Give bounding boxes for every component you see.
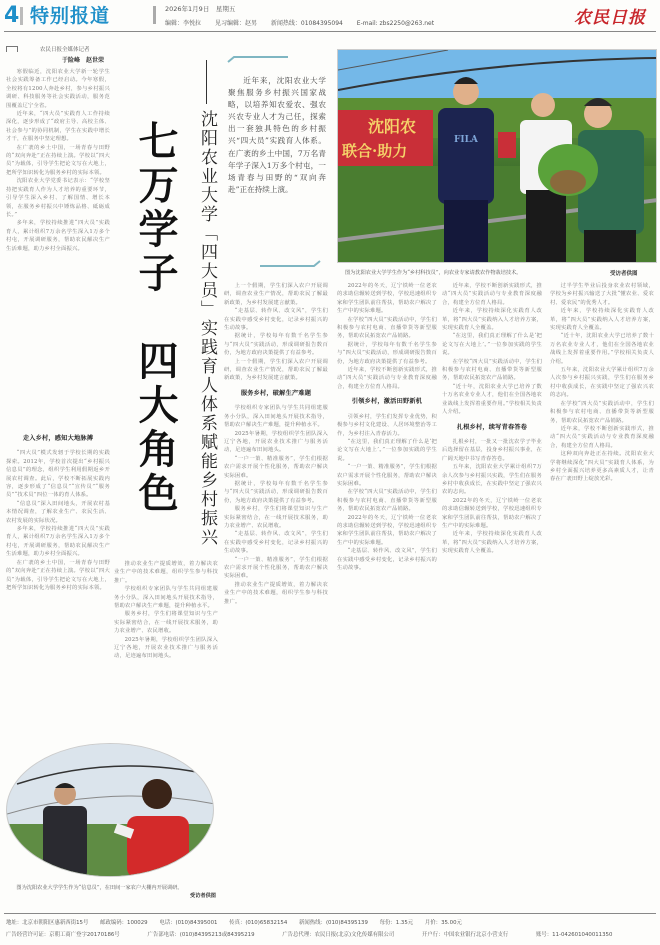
masthead-rule <box>4 31 656 32</box>
paragraph: 五年来，沈阳农业大学累计组织7万余人次参与乡村振兴实践，学生们在服务乡村中收获成长，在实践中坚定了强农兴农的志向。 <box>550 367 654 399</box>
svg-text:联合·助力: 联合·助力 <box>342 142 408 160</box>
subhead-2: 服务乡村，破解生产难题 <box>240 389 312 397</box>
lead-paragraph: 近年来，沈阳农业大学聚焦服务乡村振兴国家战略，以培养知农爱农、强农兴农专业人才为己任，探索出一套独具特色的乡村振兴“四大员”实践育人体系。在广袤的乡土中国，7万名青年学子深入1万多个村屯，一场青春与田野的“双向奔赴”正在持续上演。 <box>228 76 326 194</box>
bottom-oval-photo <box>6 743 214 877</box>
editor: 编辑：李悦拉 <box>165 20 202 27</box>
news-hotline: 新闻热线：01084395094 <box>270 20 343 27</box>
paragraph: 近年来，学校不断创新实践形式，推动“四大员”实践活动与专业教育深度融合，构建全方位育人格局。 <box>442 283 542 306</box>
decorative-bracket-icon <box>226 55 290 63</box>
paragraph: “走基层、转作风、改文风”，学生们在实践中感受乡村变化，记录乡村振兴的生动故事。 <box>224 531 328 555</box>
paragraph: 据统计，学校每年有数千名学生参与“四大员”实践活动，形成调研报告数百份，为地方政府决策提供了有益参考。 <box>224 333 328 357</box>
paragraph: 学校组织专家团队与学生共同组建服务小分队，深入田间地头开展技术指导，帮助农户解决生产难题，提升种植水平。 <box>224 405 328 429</box>
subhead-4: 扎根乡村，续写青春答卷 <box>456 423 528 431</box>
paragraph: 据统计，学校每年有数千名学生参与“四大员”实践活动，形成调研报告数百份，为地方政府决策提供了有益参考。 <box>337 341 437 365</box>
paragraph: “一户一策、精准服务”，学生们根据农户需求开展个性化服务，帮助农户解决实际困难。 <box>337 464 437 487</box>
footer-address: 地址：北京市朝阳区惠新西街15号 <box>6 920 89 926</box>
byline-affiliation: 农民日报全媒体记者 <box>40 47 90 53</box>
paragraph: 2022年的冬天，辽宁铁岭一位老农的求助信辗转送到学校，学校迅速组织专家和学生团队前往帮扶，帮助农户解决了生产中的实际难题。 <box>337 514 437 546</box>
paragraph: 据统计，学校每年有数千名学生参与“四大员”实践活动，形成调研报告数百份，为地方政府决策提供了有益参考。 <box>224 480 328 504</box>
paragraph: “走基层、转作风、改文风”，学生们在实践中感受乡村变化，记录乡村振兴的生动故事。 <box>224 308 328 332</box>
article-column-1 <box>6 68 110 430</box>
article-column-4 <box>337 282 437 902</box>
byline-bracket-icon <box>6 46 18 52</box>
paragraph: 近年来，学校持续深化实践育人改革，将“四大员”实践纳入人才培养方案，实现实践育人全覆盖。 <box>550 308 654 332</box>
paragraph: 寒假临近，沈阳农业大学新一轮学生社会实践筹备工作已经启动。今年寒假，全校将有1200人奔赴乡村，参与乡村振兴调研、科技服务等社会实践活动，服务范围覆盖辽宁全省。 <box>6 69 110 109</box>
intern-editor: 见习编辑：赵男 <box>214 20 257 27</box>
paragraph: 学校组织专家团队与学生共同组建服务小分队，深入田间地头开展技术指导，帮助农户解决生产难题，提升种植水平。 <box>114 586 218 610</box>
paragraph: 推动农业生产提质增效，着力解决农业生产中的技术难题，组织学生参与科技推广。 <box>224 581 328 605</box>
article-column-3 <box>224 282 328 902</box>
page-number: 4 <box>4 3 20 28</box>
paragraph: “近十年，沈阳农业大学已培养了数十万名农业专业人才，他们在全国各地农业战线上发挥着重要作用。”学校相关负责人介绍。 <box>550 333 654 365</box>
footer-price-month: 月价：35.00元 <box>424 920 462 926</box>
oval-photo-caption <box>6 884 216 900</box>
oval-photo-credit: 受访者供图 <box>190 893 216 899</box>
paragraph: 在学校“四大员”实践活动中，学生们积极参与农村电商、直播带货等新型服务，帮助农民拓宽农产品销路。 <box>337 489 437 513</box>
paragraph: 服务乡村，学生们将课堂知识与生产实际紧密结合，在一线开展技术服务，助力农业增产、农民增收。 <box>114 611 218 635</box>
top-photo-credit: 受访者供图 <box>610 271 638 277</box>
paragraph: 上一个假期，学生们深入农户开展调研，调查农业生产情况，帮助农民了解最新政策，为乡村发展建言献策。 <box>224 358 328 382</box>
footer-ad-license: 广告经营许可证：京朝工商广登字20170186号 <box>6 932 120 938</box>
article-column-6 <box>550 282 654 902</box>
paragraph: 上一个假期，学生们深入农户开展调研，调查农业生产情况，帮助农民了解最新政策，为乡村发展建言献策。 <box>224 283 328 306</box>
newspaper-logo: 农民日报 <box>574 8 646 28</box>
masthead-divider <box>20 7 23 25</box>
meta-divider <box>153 6 156 24</box>
article-column-5 <box>442 282 542 902</box>
footer-contact-line <box>6 918 472 926</box>
footer-ad-agent: 广告总代理：农民日报(北京)文化传媒有限公司 <box>282 932 395 938</box>
paragraph: “在这里，我们真正理解了什么是‘把论文写在大地上’。”一位参加实践的学生说。 <box>337 438 437 462</box>
email: E-mail: zbs2250@263.net <box>356 20 435 27</box>
paragraph: 在学校“四大员”实践活动中，学生们积极参与农村电商、直播带货等新型服务，帮助农民拓宽农产品销路。 <box>550 400 654 424</box>
paragraph: 近年来，学校持续深化实践育人改革，将“四大员”实践纳入人才培养方案，实现实践育人全覆盖。 <box>442 308 542 332</box>
paragraph: 近年来，学校持续深化实践育人改革，将“四大员”实践纳入人才培养方案，实现实践育人全覆盖。 <box>442 531 542 555</box>
paragraph: 近年来，学校不断创新实践形式，推动“四大员”实践活动与专业教育深度融合，构建全方位育人格局。 <box>337 367 437 390</box>
issue-date: 2026年1月9日 星期五 <box>165 5 236 13</box>
paragraph: 在学校“四大员”实践活动中，学生们积极参与农村电商、直播带货等新型服务，帮助农民拓宽农产品销路。 <box>337 316 437 340</box>
paragraph: “近十年，沈阳农业大学已培养了数十万名农业专业人才，他们在全国各地农业战线上发挥着重要作用。”学校相关负责人介绍。 <box>442 383 542 416</box>
paragraph: 沈阳农业大学党委书记表示：“学校坚持把实践育人作为人才培养的重要环节，引导学生深入乡村、了解国情、增长本领，在服务乡村振兴中锤炼品格、砥砺成长。” <box>6 178 110 218</box>
paragraph: 2025年暑期，学校组织学生团队深入辽宁各地，开展农业技术推广与服务活动，足迹遍布田间地头。 <box>224 430 328 454</box>
footer-fax: 传真：(010)65832154 <box>229 920 288 926</box>
article-column-1b <box>6 428 110 738</box>
paragraph: 过半学生毕业后投身农业农村领域，学校为乡村振兴输送了大批“懂农业、爱农村、爱农民”的优秀人才。 <box>550 283 654 306</box>
paragraph: “一户一策、精准服务”，学生们根据农户需求开展个性化服务，帮助农户解决实际困难。 <box>224 556 328 580</box>
footer-phone: 电话：(010)84395001 <box>159 920 218 926</box>
svg-text:沈阳农: 沈阳农 <box>368 117 417 136</box>
paragraph: 2022年的冬天，辽宁铁岭一位老农的求助信辗转送到学校，学校迅速组织专家和学生团队前往帮扶，帮助农户解决了生产中的实际难题。 <box>442 497 542 529</box>
paragraph: 在广袤的乡土中国，一场青春与田野的“双向奔赴”正在持续上演。学校以“四大员”为载体，引导学生把论文写在大地上，把所学知识转化为服务乡村的实际本领。 <box>6 559 110 591</box>
editor-line <box>165 18 446 27</box>
footer-rule <box>4 913 656 914</box>
headline-subtitle: 沈阳农业大学「四大员」实践育人体系赋能乡村振兴 <box>197 110 217 547</box>
paragraph: 引领乡村，学生们发挥专业优势，积极参与乡村文化建设、人居环境整治等工作，为乡村注入青春活力。 <box>337 413 437 437</box>
paragraph: “四大员”模式发轫于学校长期的实践探索。2012年，学校首次提出“乡村振兴信息员”的理念，组织学生利用假期返乡开展农村调查。此后，学校不断拓展实践内容，逐步形成了“信息员”“宣传员”“服务员”“技术员”四位一体的育人体系。 <box>6 450 110 499</box>
svg-text:FILA: FILA <box>454 135 478 145</box>
top-photo <box>337 49 657 263</box>
section-title: 特别报道 <box>30 5 111 27</box>
footer-ad-line <box>6 930 638 938</box>
paragraph: 扎根乡村，一批又一批沈农学子毕业后选择留在基层，投身乡村振兴事业，在广阔天地中书写青春答卷。 <box>442 438 542 462</box>
paragraph: 近年来，学校不断创新实践形式，推动“四大员”实践活动与专业教育深度融合，构建全方位育人格局。 <box>550 425 654 449</box>
photo-illustration <box>7 744 214 877</box>
masthead <box>0 0 660 32</box>
decorative-bracket-icon <box>258 260 322 268</box>
paragraph: 推动农业生产提质增效，着力解决农业生产中的技术难题，组织学生参与科技推广。 <box>114 561 218 584</box>
subhead-1: 走入乡村，感知大地脉搏 <box>22 435 94 442</box>
byline-authors: 于险峰 赵世荣 <box>62 57 105 64</box>
top-photo-caption: 图为沈阳农业大学学生作为“乡村科技员”，向农业专家请教农作物栽培技术。 <box>345 270 522 276</box>
footer-ad-phone: 广告部电话：(010)84395213或84395219 <box>147 932 255 938</box>
paragraph: 多年来，学校持续推进“四大员”实践育人，累计组织7万余名学生深入1万多个村屯，开展调研服务，帮助农民解决生产生活难题，助力乡村全面振兴。 <box>6 220 110 252</box>
footer-price-single: 每份：1.35元 <box>379 920 414 926</box>
article-column-2 <box>114 560 218 738</box>
paragraph: 服务乡村，学生们将课堂知识与生产实际紧密结合，在一线开展技术服务，助力农业增产、农民增收。 <box>224 506 328 529</box>
paragraph: 多年来，学校持续推进“四大员”实践育人，累计组织7万余名学生深入1万多个村屯，开展调研服务，帮助农民解决生产生活难题，助力乡村全面振兴。 <box>6 526 110 558</box>
footer-bank: 开户行：中国农业银行北京小营支行 <box>422 932 509 938</box>
paragraph: 2025年暑期，学校组织学生团队深入辽宁各地，开展农业技术推广与服务活动，足迹遍布田间地头。 <box>114 636 218 660</box>
paragraph: 这种双向奔赴正在持续。沈阳农业大学将继续深化“四大员”实践育人体系，为乡村全面振兴培养更多高素质人才，让青春在广袤田野上绽放光彩。 <box>550 451 654 483</box>
footer-postcode: 邮政编码：100029 <box>100 920 148 926</box>
paragraph: “一户一策、精准服务”，学生们根据农户需求开展个性化服务，帮助农户解决实际困难。 <box>224 455 328 479</box>
subhead-3: 引领乡村，激活田野新机 <box>351 398 423 406</box>
paragraph: 在广袤的乡土中国，一场青春与田野的“双向奔赴”正在持续上演。学校以“四大员”为载体，引导学生把论文写在大地上，把所学知识转化为服务乡村的实际本领。 <box>6 144 110 176</box>
footer-account: 账号：11-042601040011350 <box>535 932 613 938</box>
paragraph: “在这里，我们真正理解了什么是‘把论文写在大地上’。”一位参加实践的学生说。 <box>442 333 542 357</box>
paragraph: “信息员”深入田间地头，开展农村基本情况调查，了解农业生产、农民生活、农村发展的实际状况。 <box>6 500 110 524</box>
paragraph: 在学校“四大员”实践活动中，学生们积极参与农村电商、直播带货等新型服务，帮助农民拓宽农产品销路。 <box>442 358 542 382</box>
paragraph: “走基层、转作风、改文风”，学生们在实践中感受乡村变化，记录乡村振兴的生动故事。 <box>337 548 437 571</box>
footer-hotline: 新闻热线：(010)84395139 <box>298 920 368 926</box>
paragraph: 2022年的冬天，辽宁铁岭一位老农的求助信辗转送到学校，学校迅速组织专家和学生团队前往帮扶，帮助农户解决了生产中的实际难题。 <box>337 283 437 315</box>
paragraph: 近年来，“四大员”实践育人工作持续深化，逐步形成了“政府主导、高校主体、社会参与”的协同机制，学生在实践中增长才干，在服务中坚定理想。 <box>6 111 110 143</box>
paragraph: 五年来，沈阳农业大学累计组织7万余人次参与乡村振兴实践，学生们在服务乡村中收获成长，在实践中坚定了强农兴农的志向。 <box>442 464 542 496</box>
headline-main: 七万学子 四大角色 <box>132 120 179 516</box>
headline-dash <box>206 60 207 104</box>
oval-caption-text: 图为沈阳农业大学学生作为“信息员”，在田间一家农户大棚内开展调研。 <box>16 885 183 891</box>
photo-illustration <box>338 50 657 263</box>
